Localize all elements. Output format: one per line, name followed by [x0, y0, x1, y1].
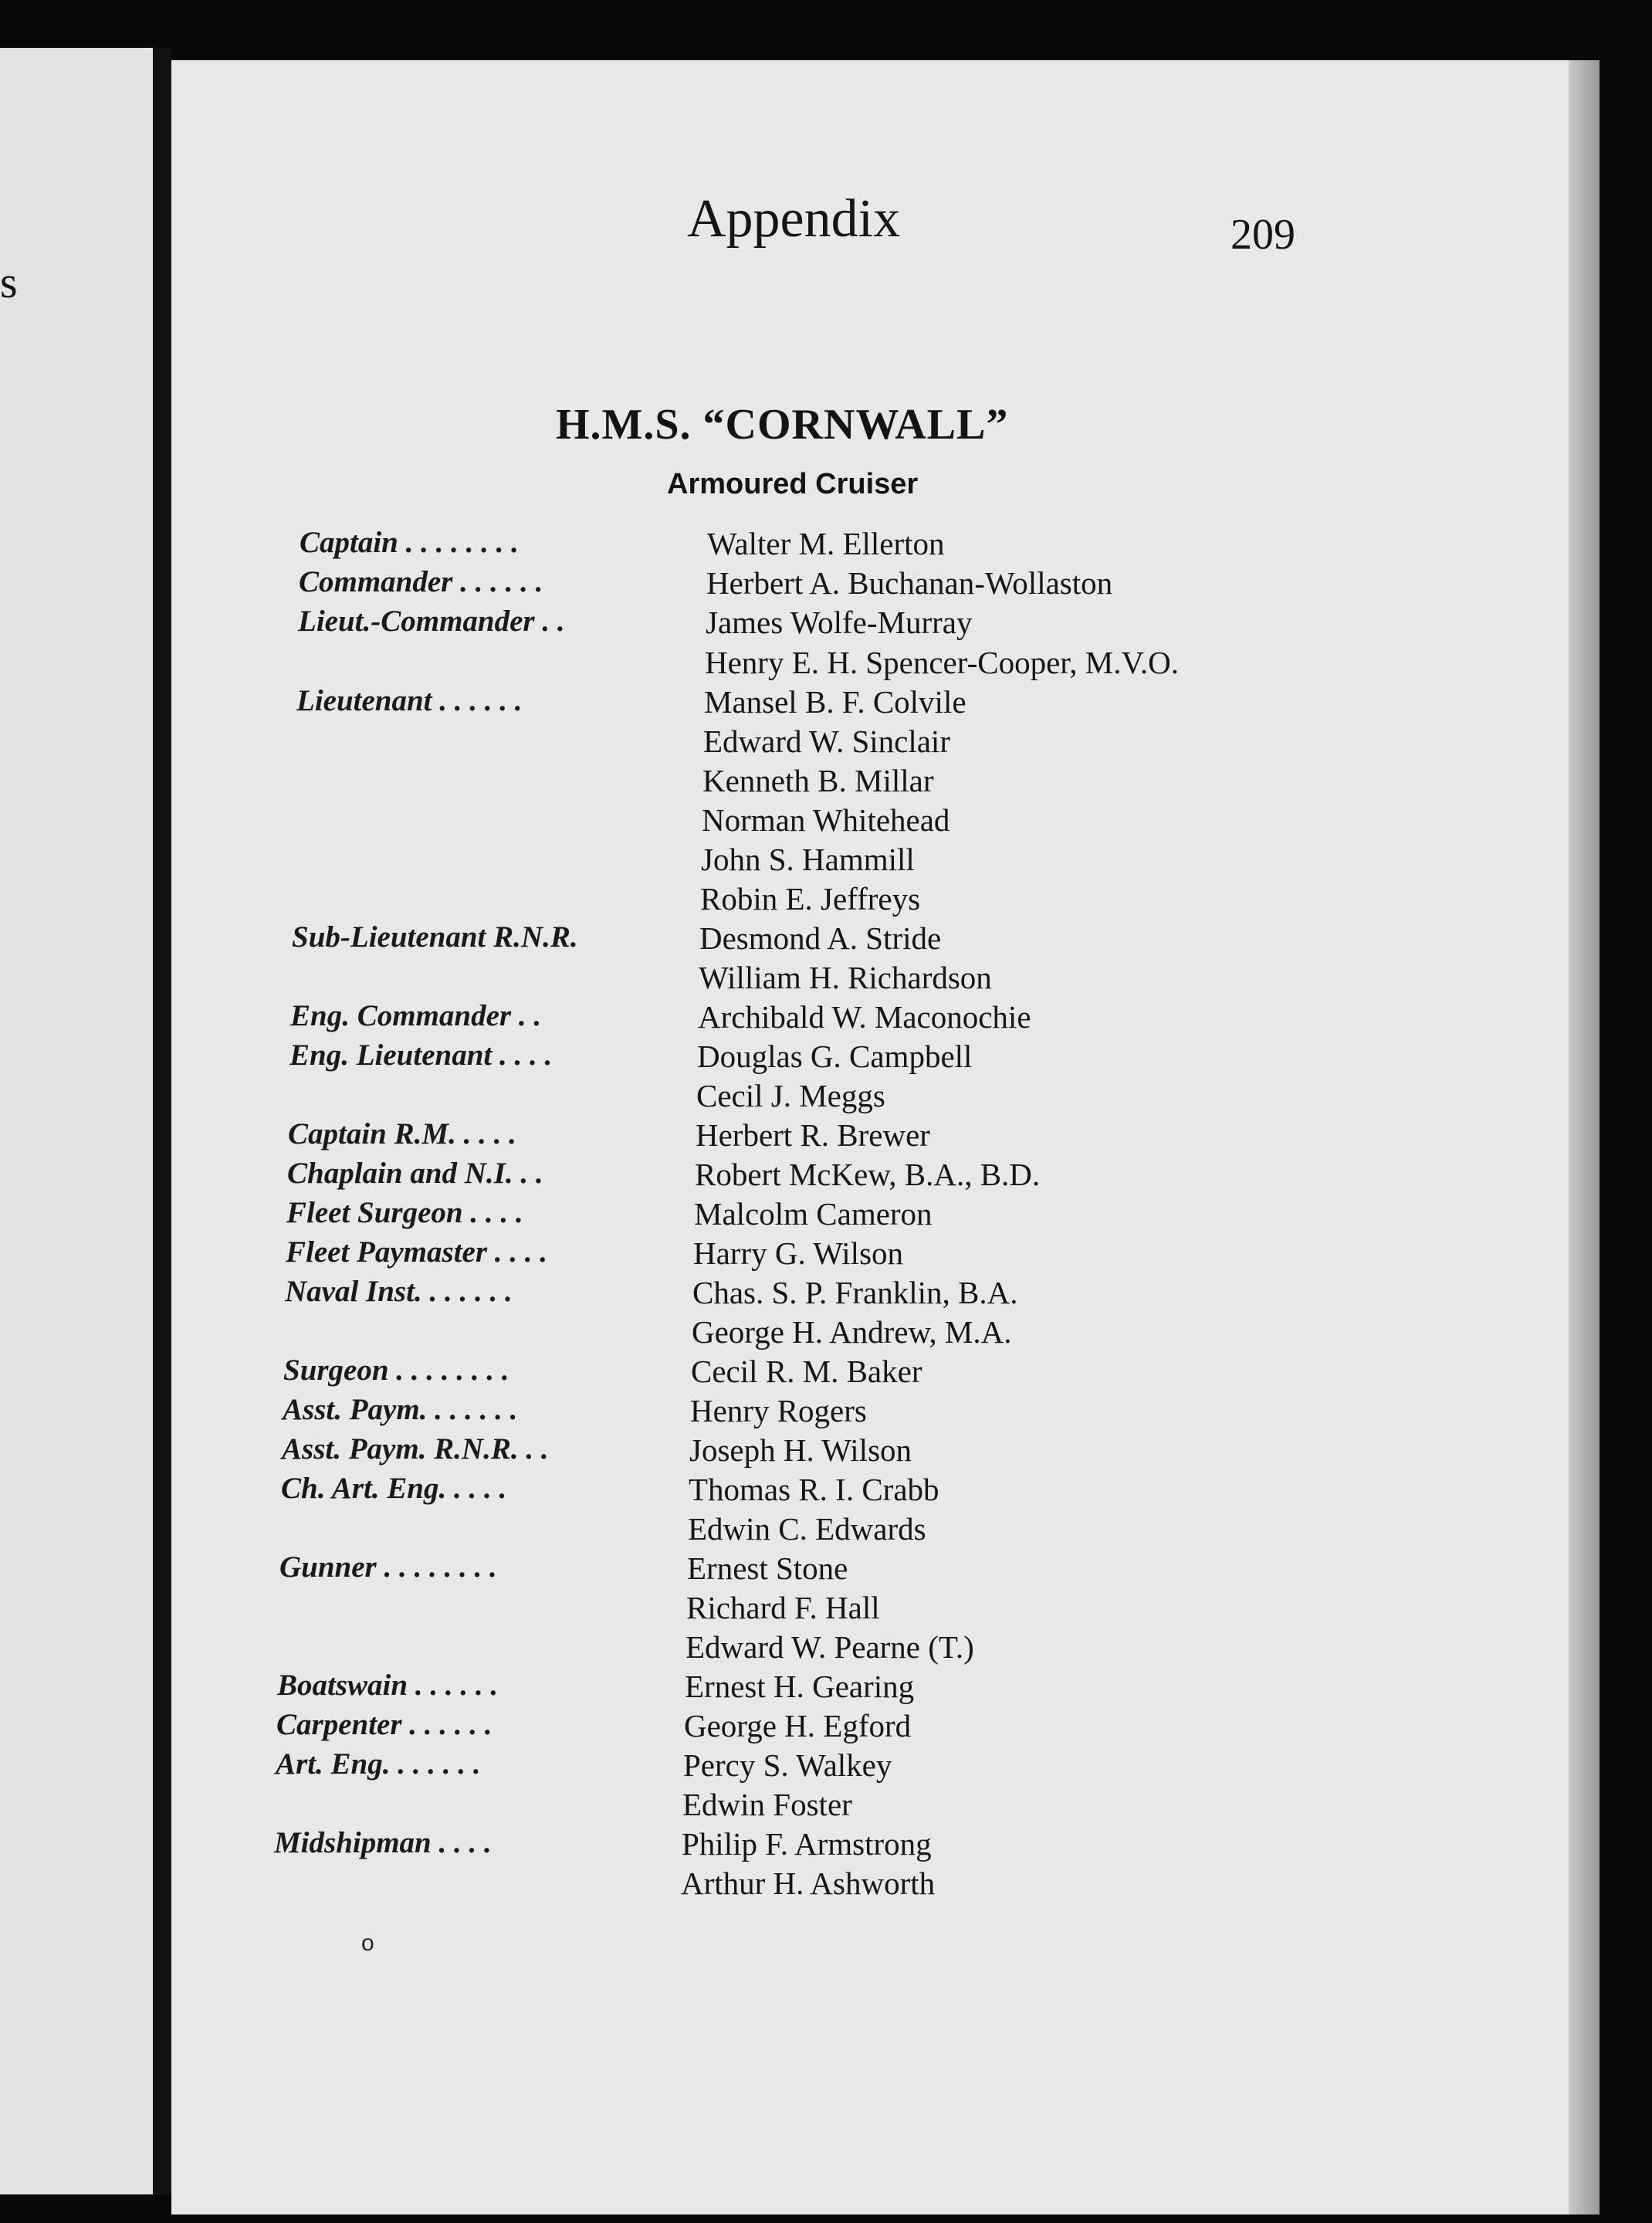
- rank-label: Eng. Lieutenant . . . .: [289, 1039, 553, 1072]
- rank-label: Captain R.M. . . . .: [288, 1117, 516, 1150]
- rank-label: Ch. Art. Eng. . . . .: [281, 1472, 507, 1505]
- officer-name: Edward W. Sinclair: [703, 723, 950, 759]
- officer-name: Edwin C. Edwards: [688, 1511, 926, 1547]
- ship-title: H.M.S. “CORNWALL”: [556, 401, 1009, 449]
- rank-label: Carpenter . . . . . .: [276, 1708, 493, 1741]
- facing-page-text-fragment: s: [0, 257, 18, 307]
- officer-name: Archibald W. Maconochie: [698, 999, 1031, 1035]
- officer-name: Desmond A. Stride: [699, 920, 942, 956]
- officer-name: John S. Hammill: [701, 842, 915, 877]
- facing-page: [0, 48, 153, 2194]
- rank-label: Gunner . . . . . . . .: [279, 1550, 497, 1584]
- officer-name: Walter M. Ellerton: [707, 526, 945, 561]
- officer-name: Chas. S. P. Franklin, B.A.: [692, 1275, 1018, 1310]
- page-number: 209: [1231, 211, 1295, 259]
- rank-label: Sub-Lieutenant R.N.R.: [292, 920, 578, 954]
- officer-name: Ernest H. Gearing: [685, 1669, 915, 1704]
- officer-name: Arthur H. Ashworth: [681, 1865, 936, 1901]
- rank-label: Fleet Surgeon . . . .: [286, 1196, 523, 1229]
- rank-label: Art. Eng. . . . . . .: [276, 1747, 481, 1781]
- printer-mark: o: [361, 1930, 374, 1956]
- rank-label: Surgeon . . . . . . . .: [283, 1354, 509, 1387]
- officer-name: Thomas R. I. Crabb: [689, 1472, 939, 1507]
- officer-name: Edwin Foster: [682, 1787, 852, 1822]
- officer-name: Norman Whitehead: [702, 802, 950, 838]
- rank-label: Lieut.-Commander . .: [298, 605, 565, 638]
- officer-name: Henry E. H. Spencer-Cooper, M.V.O.: [705, 645, 1179, 680]
- officer-name: Robert McKew, B.A., B.D.: [695, 1157, 1041, 1192]
- officer-name: Joseph H. Wilson: [689, 1432, 912, 1468]
- officer-name: Edward W. Pearne (T.): [686, 1629, 974, 1665]
- rank-label: Fleet Paymaster . . . .: [286, 1235, 548, 1269]
- rank-label: Midshipman . . . .: [274, 1826, 492, 1859]
- rank-label: Eng. Commander . .: [290, 999, 542, 1032]
- ship-type-subtitle: Armoured Cruiser: [667, 468, 919, 500]
- officer-name: Malcolm Cameron: [694, 1196, 933, 1232]
- officer-name: Philip F. Armstrong: [682, 1826, 932, 1862]
- running-head-title: Appendix: [687, 189, 901, 249]
- officer-name: Douglas G. Campbell: [697, 1039, 973, 1074]
- book-spine-edge: [153, 48, 171, 2194]
- rank-label: Boatswain . . . . . .: [277, 1669, 499, 1702]
- officer-name: George H. Andrew, M.A.: [692, 1314, 1012, 1350]
- page-right-edge: [1569, 60, 1600, 2215]
- rank-label: Commander . . . . . .: [299, 565, 543, 598]
- officer-name: Percy S. Walkey: [683, 1747, 892, 1783]
- officer-name: George H. Egford: [684, 1708, 912, 1743]
- officer-name: Harry G. Wilson: [693, 1235, 904, 1271]
- rank-label: Asst. Paym. . . . . . .: [283, 1393, 518, 1426]
- officer-name: Mansel B. F. Colvile: [704, 684, 966, 720]
- officer-name: Robin E. Jeffreys: [700, 881, 921, 917]
- officer-name: William H. Richardson: [699, 960, 992, 995]
- officer-name: Kenneth B. Millar: [702, 763, 934, 798]
- rank-label: Chaplain and N.I. . .: [287, 1157, 543, 1190]
- officer-name: Herbert A. Buchanan-Wollaston: [706, 565, 1113, 601]
- officer-name: Ernest Stone: [687, 1550, 848, 1586]
- officer-name: Henry Rogers: [690, 1393, 867, 1428]
- officer-name: Richard F. Hall: [686, 1590, 880, 1625]
- rank-label: Lieutenant . . . . . .: [296, 684, 523, 717]
- rank-label: Asst. Paym. R.N.R. . .: [282, 1432, 549, 1466]
- officer-name: Cecil J. Meggs: [696, 1078, 885, 1113]
- officer-name: James Wolfe-Murray: [706, 605, 973, 640]
- officer-name: Herbert R. Brewer: [696, 1117, 930, 1153]
- rank-label: Naval Inst. . . . . . .: [285, 1275, 513, 1308]
- rank-label: Captain . . . . . . . .: [300, 526, 519, 559]
- officer-name: Cecil R. M. Baker: [691, 1354, 922, 1389]
